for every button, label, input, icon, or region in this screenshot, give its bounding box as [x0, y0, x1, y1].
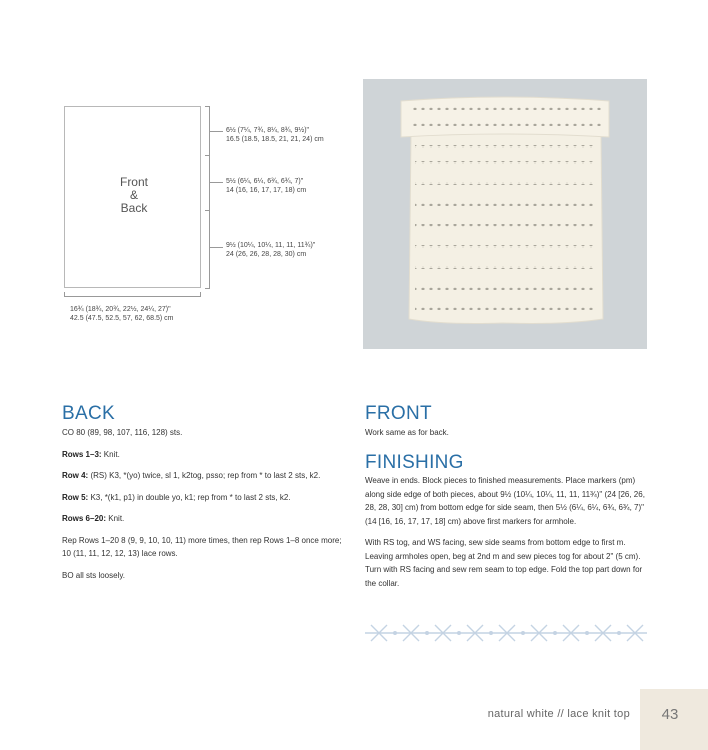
- rows-1-3-instruction: [62, 448, 346, 462]
- back-instructions: [62, 426, 346, 582]
- front-heading: FRONT: [365, 403, 432, 424]
- rows-1-3-text: Knit.: [101, 449, 120, 459]
- row-4-instruction: [62, 469, 346, 483]
- measurement-width-cm: 42.5 (47.5, 52.5, 57, 62, 68.5) cm: [70, 315, 174, 322]
- cast-on-instruction: CO 80 (89, 98, 107, 116, 128) sts.: [62, 428, 183, 437]
- measurement-top-inches: 6½ (7¼, 7¾, 8¼, 8¾, 9½)": [226, 127, 310, 134]
- finishing-heading: FINISHING: [365, 452, 464, 473]
- measurement-middle-inches: 5½ (6¼, 6¼, 6¾, 6¾, 7)": [226, 178, 304, 185]
- row-5-text: K3, *(k1, p1) in double yo, k1; rep from * to last 2 sts, k2.: [88, 492, 291, 502]
- dimension-leader: [209, 247, 223, 248]
- piece-label-back: Back: [120, 201, 148, 215]
- front-instruction: Work same as for back.: [365, 428, 449, 437]
- finishing-paragraph-1: Weave in ends. Block pieces to finished measurements. Place markers (pm) along side edge of both pieces, about 9½ (10¼, 10¼, 11, 11, 11¾)" (24 [26, 26, 28, 28, 30] cm) from bottom edge for side seam, then 5½ (6¼, 6¼, 6¾, 6¾, 7)" (14 [16, 16, 17, 17, 18] cm) above first markers for armhole.: [365, 476, 645, 526]
- dimension-tick: [205, 210, 210, 211]
- dimension-tick: [64, 292, 65, 297]
- knit-lace-top-illustration: [363, 79, 647, 349]
- dimension-tick: [205, 155, 210, 156]
- row-5-label: Row 5:: [62, 492, 89, 502]
- dimension-tick: [205, 106, 210, 107]
- width-dimension-line: [64, 296, 201, 297]
- row-4-text: (RS) K3, *(yo) twice, sl 1, k2tog, psso; rep from * to last 2 sts, k2.: [88, 471, 321, 480]
- measurement-width-inches: 16¾ (18¾, 20¾, 22½, 24¼, 27)": [70, 306, 171, 313]
- height-dimension-line: [209, 106, 210, 288]
- snowflake-motif-icon: [365, 620, 647, 646]
- row-4-label: Row 4:: [62, 471, 89, 480]
- decorative-motif-band: [365, 620, 647, 646]
- measurement-top-cm: 16.5 (18.5, 18.5, 21, 21, 24) cm: [226, 136, 324, 143]
- dimension-tick: [200, 292, 201, 297]
- row-5-instruction: [62, 491, 346, 505]
- knit-piece-photo: [363, 79, 647, 349]
- rows-6-20-instruction: [62, 512, 346, 526]
- repeat-instruction: Rep Rows 1–20 8 (9, 9, 10, 10, 11) more times, then rep Rows 1–8 once more; 10 (11, 11, 12, 12, 13) lace rows.: [62, 535, 342, 558]
- measurement-top: [226, 126, 324, 144]
- measurement-bottom-cm: 24 (26, 26, 28, 28, 30) cm: [226, 251, 307, 258]
- schematic-piece-label: [104, 176, 164, 215]
- measurement-width: [70, 305, 174, 323]
- page-number: 43: [661, 706, 679, 723]
- finishing-paragraph-2: With RS tog, and WS facing, sew side seams from bottom edge to first m. Leaving armholes open, beg at 2nd m and sew pieces tog for about 2" (5 cm). Turn with RS facing and sew rem seam to top edge. Fold the top part down for the collar.: [365, 538, 643, 588]
- piece-label-front: Front: [119, 175, 148, 189]
- measurement-middle: [226, 177, 306, 195]
- dimension-leader: [209, 182, 223, 183]
- dimension-leader: [209, 131, 223, 132]
- bind-off-instruction: BO all sts loosely.: [62, 570, 125, 580]
- rows-1-3-label: Rows 1–3:: [62, 449, 102, 459]
- measurement-bottom-inches: 9½ (10¼, 10¼, 11, 11, 11¾)": [226, 242, 316, 249]
- back-heading: BACK: [62, 403, 115, 424]
- measurement-bottom: [226, 241, 315, 259]
- rows-6-20-label: Rows 6–20:: [62, 514, 107, 523]
- dimension-tick: [205, 288, 210, 289]
- measurement-middle-cm: 14 (16, 16, 17, 17, 18) cm: [226, 187, 307, 194]
- finishing-instructions: [365, 474, 649, 590]
- footer-title: natural white // lace knit top: [487, 708, 630, 720]
- rows-6-20-text: Knit.: [106, 514, 125, 523]
- piece-label-ampersand: &: [129, 188, 138, 202]
